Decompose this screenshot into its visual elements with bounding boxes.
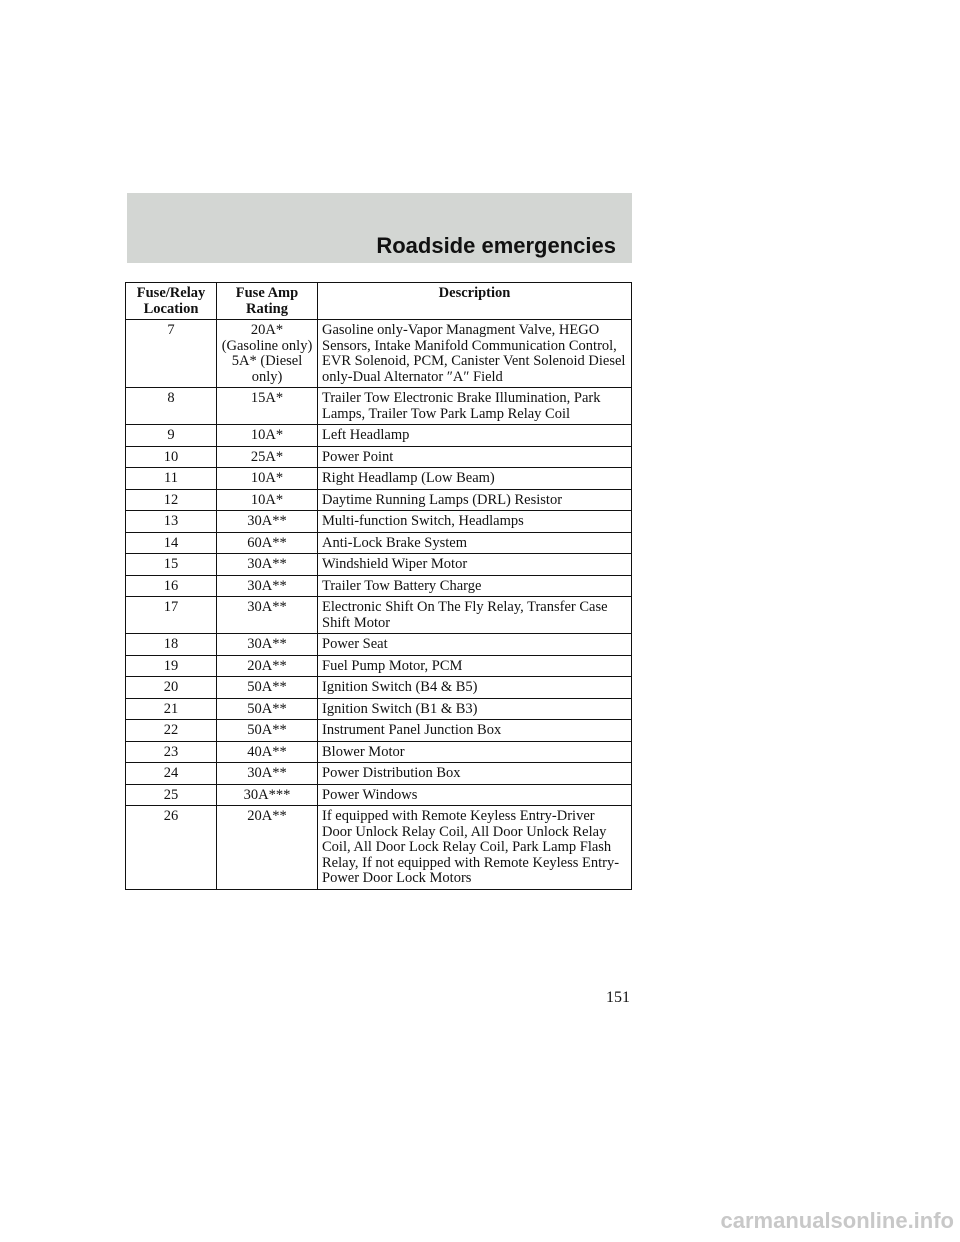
- fuse-rating-cell: 40A**: [217, 741, 318, 763]
- fuse-description-cell: Fuel Pump Motor, PCM: [318, 655, 632, 677]
- fuse-rating-cell: 30A**: [217, 763, 318, 785]
- fuse-rating-cell: 60A**: [217, 532, 318, 554]
- fuse-description-cell: Windshield Wiper Motor: [318, 554, 632, 576]
- fuse-location-cell: 25: [126, 784, 217, 806]
- fuse-description-cell: Power Point: [318, 446, 632, 468]
- fuse-rating-cell: 10A*: [217, 468, 318, 490]
- fuse-description-cell: Gasoline only-Vapor Managment Valve, HEGO Sensors, Intake Manifold Communication Control, EVR Solenoid, PCM, Canister Vent Solenoid Diesel only-Dual Alternator ″A″ Field: [318, 320, 632, 388]
- fuse-rating-cell: 30A**: [217, 575, 318, 597]
- table-row: [126, 489, 632, 511]
- fuse-rating-cell: 25A*: [217, 446, 318, 468]
- fuse-location-cell: 12: [126, 489, 217, 511]
- table-row: [126, 597, 632, 634]
- table-row: [126, 425, 632, 447]
- fuse-location-cell: 9: [126, 425, 217, 447]
- section-title: Roadside emergencies: [376, 233, 616, 258]
- fuse-location-cell: 15: [126, 554, 217, 576]
- fuse-description-cell: Anti-Lock Brake System: [318, 532, 632, 554]
- column-header-location: Fuse/Relay Location: [126, 283, 217, 320]
- fuse-location-cell: 11: [126, 468, 217, 490]
- table-row: [126, 655, 632, 677]
- fuse-rating-cell: 20A**: [217, 806, 318, 890]
- table-row: [126, 446, 632, 468]
- fuse-location-cell: 26: [126, 806, 217, 890]
- column-header-rating: Fuse Amp Rating: [217, 283, 318, 320]
- fuse-location-cell: 18: [126, 634, 217, 656]
- fuse-location-cell: 13: [126, 511, 217, 533]
- table-row: [126, 763, 632, 785]
- table-row: [126, 784, 632, 806]
- fuse-location-cell: 21: [126, 698, 217, 720]
- section-header-bar: [127, 193, 632, 263]
- table-row: [126, 554, 632, 576]
- table-row: [126, 320, 632, 388]
- fuse-description-cell: Ignition Switch (B4 & B5): [318, 677, 632, 699]
- fuse-description-cell: Blower Motor: [318, 741, 632, 763]
- table-header-row: [126, 283, 632, 320]
- fuse-location-cell: 23: [126, 741, 217, 763]
- table-row: [126, 532, 632, 554]
- fuse-location-cell: 14: [126, 532, 217, 554]
- table-row: [126, 388, 632, 425]
- table-row: [126, 575, 632, 597]
- fuse-description-cell: Instrument Panel Junction Box: [318, 720, 632, 742]
- fuse-table: [125, 282, 632, 890]
- fuse-description-cell: Right Headlamp (Low Beam): [318, 468, 632, 490]
- table-body: [126, 320, 632, 890]
- fuse-rating-cell: 30A**: [217, 511, 318, 533]
- fuse-rating-cell: 15A*: [217, 388, 318, 425]
- table-row: [126, 720, 632, 742]
- fuse-location-cell: 20: [126, 677, 217, 699]
- fuse-location-cell: 22: [126, 720, 217, 742]
- fuse-description-cell: Multi-function Switch, Headlamps: [318, 511, 632, 533]
- fuse-rating-cell: 10A*: [217, 489, 318, 511]
- fuse-description-cell: Trailer Tow Battery Charge: [318, 575, 632, 597]
- fuse-rating-cell: 50A**: [217, 698, 318, 720]
- table-row: [126, 511, 632, 533]
- fuse-description-cell: Left Headlamp: [318, 425, 632, 447]
- fuse-location-cell: 16: [126, 575, 217, 597]
- table-row: [126, 806, 632, 890]
- fuse-location-cell: 7: [126, 320, 217, 388]
- fuse-rating-cell: 20A**: [217, 655, 318, 677]
- fuse-location-cell: 8: [126, 388, 217, 425]
- fuse-description-cell: Power Windows: [318, 784, 632, 806]
- table-row: [126, 634, 632, 656]
- table-row: [126, 698, 632, 720]
- fuse-description-cell: Trailer Tow Electronic Brake Illumination, Park Lamps, Trailer Tow Park Lamp Relay Coil: [318, 388, 632, 425]
- fuse-description-cell: Power Seat: [318, 634, 632, 656]
- watermark: carmanualsonline.info: [720, 1208, 954, 1233]
- fuse-location-cell: 24: [126, 763, 217, 785]
- fuse-location-cell: 19: [126, 655, 217, 677]
- fuse-rating-cell: 30A***: [217, 784, 318, 806]
- fuse-rating-cell: 10A*: [217, 425, 318, 447]
- fuse-description-cell: Electronic Shift On The Fly Relay, Transfer Case Shift Motor: [318, 597, 632, 634]
- table-row: [126, 741, 632, 763]
- column-header-description: Description: [318, 283, 632, 320]
- fuse-description-cell: If equipped with Remote Keyless Entry-Driver Door Unlock Relay Coil, All Door Unlock Relay Coil, All Door Lock Relay Coil, Park Lamp Flash Relay, If not equipped with Remote Keyless Entry-Power Door Lock Motors: [318, 806, 632, 890]
- fuse-location-cell: 10: [126, 446, 217, 468]
- table-row: [126, 677, 632, 699]
- fuse-description-cell: Power Distribution Box: [318, 763, 632, 785]
- fuse-rating-cell: 30A**: [217, 597, 318, 634]
- fuse-description-cell: Ignition Switch (B1 & B3): [318, 698, 632, 720]
- fuse-rating-cell: 20A* (Gasoline only) 5A* (Diesel only): [217, 320, 318, 388]
- fuse-rating-cell: 30A**: [217, 554, 318, 576]
- fuse-rating-cell: 30A**: [217, 634, 318, 656]
- fuse-rating-cell: 50A**: [217, 677, 318, 699]
- fuse-rating-cell: 50A**: [217, 720, 318, 742]
- fuse-description-cell: Daytime Running Lamps (DRL) Resistor: [318, 489, 632, 511]
- table-row: [126, 468, 632, 490]
- fuse-location-cell: 17: [126, 597, 217, 634]
- page-number: 151: [606, 989, 630, 1006]
